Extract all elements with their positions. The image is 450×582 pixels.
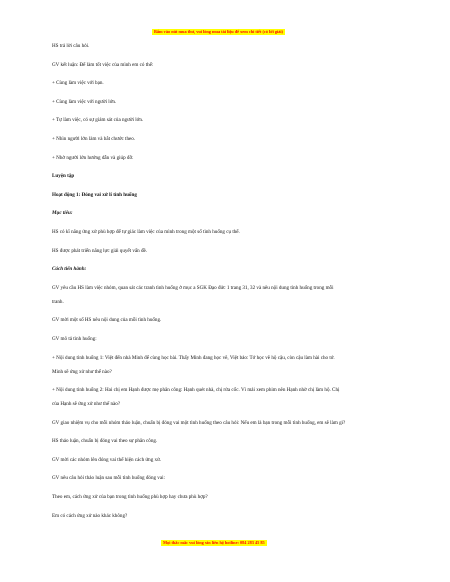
document-body xyxy=(52,43,402,531)
list-item: + Cùng làm việc với bạn. xyxy=(52,80,104,87)
paragraph: GV kết luận: Để làm tốt việc của mình em có thể: xyxy=(52,61,154,68)
paragraph: HS thảo luận, chuẩn bị đóng vai theo sự phân công. xyxy=(52,438,158,445)
paragraph: GV mời các nhóm lên đóng vai thể hiện cách ứng xử. xyxy=(52,456,162,463)
paragraph: GV giao nhiệm vụ cho mỗi nhóm thảo luận, chuẩn bị đóng vai một tình huống theo câu hỏi: Nếu em là bạn trong mỗi tình huống, em sẽ làm gì? xyxy=(52,419,346,426)
list-item: + Tự làm việc, có sự giám sát của người lớn. xyxy=(52,117,144,124)
list-item: + Nhìn người lớn làm và bắt chước theo. xyxy=(52,135,136,142)
list-item: + Nội dung tình huống 1: Việt đến nhà Minh để cùng học bài. Thấy Minh đang học vẽ, Việt bảo: Tớ học vẽ hộ cậu, còn cậu làm hài cho tớ. xyxy=(52,354,335,361)
list-item: + Nội dung tình huống 2: Hai chị em Hạnh được mẹ phân công: Hạnh quét nhà, chị rửa cốc. Vì mải xem phim nên Hạnh nhờ chị làm hộ. Chị xyxy=(52,387,340,394)
list-item: + Cùng làm việc với người lớn. xyxy=(52,98,117,105)
list-item-continuation: của Hạnh sẽ ứng xử như thế nào? xyxy=(52,401,121,408)
paragraph: HS trả lời câu hỏi. xyxy=(52,43,90,49)
list-item: + Nhờ người lớn hướng dẫn và giúp đỡ. xyxy=(52,154,134,161)
section-heading: Luyện tập xyxy=(52,173,75,180)
paragraph: GV mời một số HS nêu nội dung của mỗi tình huống. xyxy=(52,317,162,324)
paragraph: GV mô tả tình huống: xyxy=(52,335,97,342)
subheading-procedure: Cách tiến hành: xyxy=(52,266,87,273)
paragraph: HS có kĩ năng ứng xử phù hợp để tự giác làm việc của mình trong một số tình huống cụ thể. xyxy=(52,228,240,235)
header-banner[interactable]: Bấm vào nút mua thư, vui lòng mua tài liệu để xem chi tiết (có lời giải) xyxy=(154,29,283,34)
paragraph-continuation: tranh. xyxy=(52,298,64,305)
footer-banner[interactable]: Mọi thắc mắc vui lòng xin liên hệ hotline: 084 283 45 85 xyxy=(163,540,265,545)
list-item-continuation: Minh sẽ ứng xử như thế nào? xyxy=(52,368,112,375)
paragraph: HS được phát triển năng lực giải quyết vấn đề. xyxy=(52,247,148,254)
activity-heading: Hoạt động 1: Đóng vai xử lí tình huống xyxy=(52,191,137,198)
paragraph: Em có cách ứng xử nào khác không? xyxy=(52,512,128,519)
subheading-objectives: Mục tiêu: xyxy=(52,210,73,217)
paragraph: GV nêu câu hỏi thảo luận sau mỗi tình huống đóng vai: xyxy=(52,475,165,482)
paragraph: GV yêu cầu HS làm việc nhóm, quan sát các tranh tình huống ở mục a SGK Đạo đức 1 trang 31, 32 và nêu nội dung tình huống trong mỗi xyxy=(52,284,334,291)
paragraph: Theo em, cách ứng xử của bạn trong tình huống phù hợp hay chưa phù hợp? xyxy=(52,494,208,501)
